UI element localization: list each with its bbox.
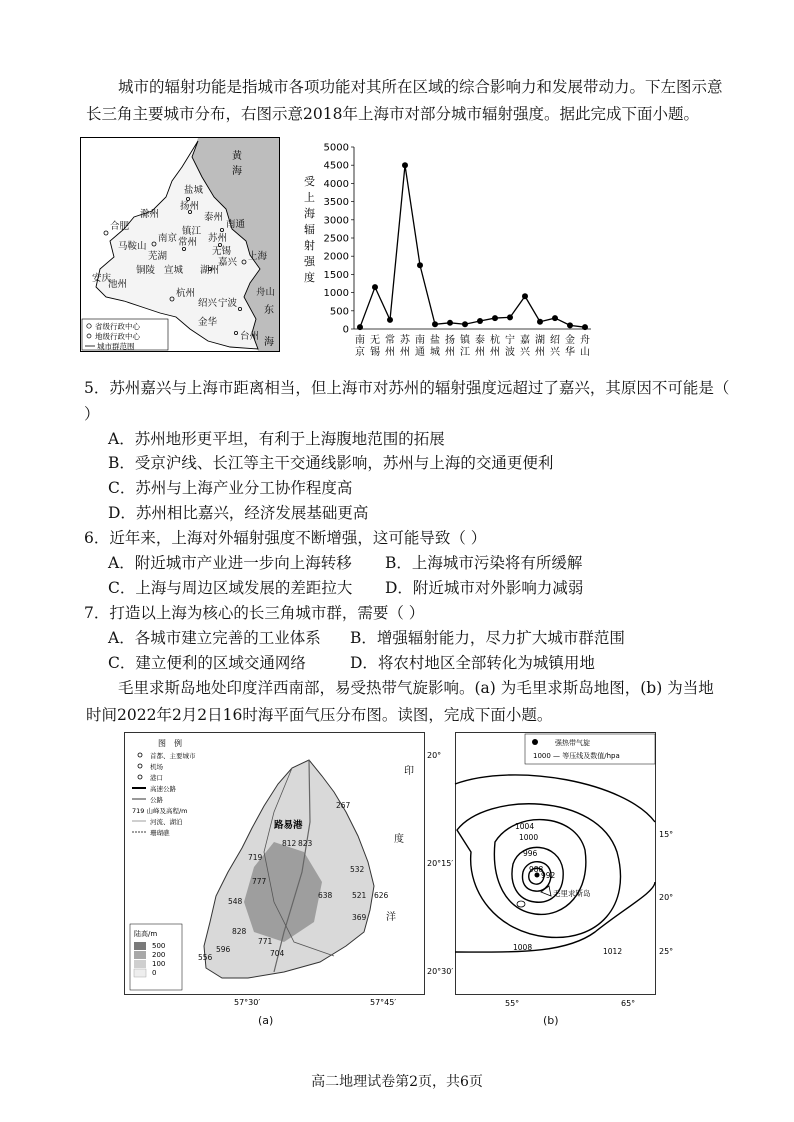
city-label: 合肥 [110,221,130,232]
isobar-label: 1012 [603,947,623,956]
lon-label: 57°30′ [234,998,261,1007]
y-axis-label: 海 [304,207,315,220]
x-tick-label: 南 [415,335,425,346]
data-point [492,315,498,321]
y-axis-label: 辐 [304,223,315,236]
data-point [387,317,393,323]
x-tick-label: 通 [415,347,425,358]
peak-label: 719 [248,853,263,862]
elev-title: 陆高/m [134,930,158,938]
y-tick-label: 5000 [323,142,349,154]
ocean-label: 印 [404,766,414,777]
caption-b: (b) [543,1014,559,1027]
city-label: 宁波 [218,298,238,309]
city-label: 镇江 [182,226,202,237]
y-tick-label: 2500 [323,233,349,245]
peak-label: 521 [352,891,367,900]
lat-label: 20°15′ [427,859,454,868]
x-tick-label: 南 [355,335,365,346]
q5-option-a: A．苏州地形更平坦，有利于上海腹地范围的拓展 [108,430,445,448]
x-tick-label: 州 [535,347,545,358]
peak-label: 556 [198,953,213,962]
x-tick-label: 兴 [520,347,530,358]
x-tick-label: 兴 [550,347,560,358]
city-label: 宣城 [164,265,184,276]
y-tick-label: 0 [342,324,349,336]
data-point [447,320,453,326]
peak-label: 777 [252,877,267,886]
y-axis-label: 上 [304,191,315,204]
x-tick-label: 泰 [475,335,485,346]
city-label: 湖州 [200,265,220,276]
x-tick-label: 华 [565,347,575,358]
series-line [360,165,585,327]
q6-option-b: B．上海城市污染将有所缓解 [385,554,583,572]
data-point [402,162,408,168]
data-point [567,322,573,328]
x-tick-label: 常 [385,335,395,346]
x-tick-label: 州 [445,347,455,358]
peak-label: 812 [282,839,297,848]
lat-label: 20° [659,893,674,902]
peak-label: 704 [270,949,285,958]
x-tick-label: 宁 [505,335,515,346]
question-7-stem: 7．打造以上海为核心的长三角城市群，需要（ ） [84,604,425,622]
page-footer: 高二地理试卷第2页，共6页 [311,1074,483,1090]
isobar-label: 1004 [515,822,535,831]
city-label: 安庆 [92,273,112,284]
caption-a: (a) [258,1014,274,1027]
elev-label: 500 [152,942,166,950]
legend-item: 高速公路 [150,785,176,793]
peak-label: 548 [228,897,243,906]
q6-option-a: A．附近城市产业进一步向上海转移 [108,554,352,572]
y-axis-label: 强 [304,255,315,268]
sea-label-hai1: 海 [232,166,242,177]
yrd-city-map [80,137,280,356]
legend-provincial: 省级行政中心 [95,322,140,331]
data-point [552,315,558,321]
legend-item: 河流、湖泊 [150,818,183,826]
legend-isobar: 1000 — 等压线及数值/hpa [533,752,620,760]
y-axis-label: 受 [304,175,315,188]
x-tick-label: 镇 [460,335,470,346]
x-tick-label: 金 [565,335,575,346]
port-louis-label: 路易港 [274,820,303,831]
q7-option-c: C．建立便利的区域交通网络 [108,654,306,672]
peak-label: 532 [350,865,365,874]
city-label: 滁州 [140,209,160,220]
legend-prefectural: 地级行政中心 [95,332,140,341]
lat-label: 20° [427,751,442,760]
city-label: 南通 [226,219,246,230]
elev-label: 200 [152,951,166,959]
pressure-map [455,732,680,1016]
y-tick-label: 2000 [323,251,349,263]
data-point [357,324,363,330]
peak-label: 771 [258,937,273,946]
x-tick-label: 湖 [535,335,545,346]
city-label: 常州 [178,237,198,248]
peak-label: 596 [216,945,231,954]
intro-paragraph-1: 城市的辐射功能是指城市各项功能对其所在区域的综合影响力和发展带动力。下左图示意长三角主要城市分布，右图示意2018年上海市对部分城市辐射强度。据此完成下面小题。 [86,78,723,123]
y-axis-label: 射 [304,239,315,252]
elev-label: 0 [152,969,157,977]
legend-item: 首都、主要城市 [150,752,196,760]
sea-label-huang: 黄 [232,151,242,162]
peak-label: 267 [336,801,351,810]
city-label: 嘉兴 [218,257,238,268]
city-label: 无锡 [212,246,232,257]
x-tick-label: 波 [505,347,515,358]
x-tick-label: 盐 [430,335,440,346]
x-tick-label: 杭 [490,335,500,346]
q6-option-c: C．上海与周边区域发展的差距拉大 [108,579,353,597]
q5-option-c: C．苏州与上海产业分工协作程度高 [108,479,353,497]
data-point [372,284,378,290]
lon-label: 55° [505,999,520,1008]
lat-label: 20°30′ [427,967,454,976]
lat-label: 25° [659,947,674,956]
city-label: 上海 [248,251,268,262]
data-point [507,314,513,320]
city-label: 南京 [158,233,178,244]
city-label: 铜陵 [136,265,156,276]
city-label: 台州 [240,331,260,342]
mauritius-map [124,732,454,1011]
q7-option-d: D．将农村地区全部转化为城镇用地 [350,654,595,672]
question-6-stem: 6．近年来，上海对外辐射强度不断增强，这可能导致（ ） [84,529,487,547]
city-label: 金华 [198,317,218,328]
x-tick-label: 州 [475,347,485,358]
elev-label: 100 [152,960,166,968]
legend-item: 公路 [150,796,163,804]
x-tick-label: 山 [580,347,590,358]
city-label: 池州 [108,279,128,290]
x-tick-label: 无 [370,335,380,346]
x-tick-label: 舟 [580,335,590,346]
legend-item: 港口 [150,774,163,782]
isobar-label: 1008 [513,943,533,952]
q6-option-d: D．附近城市对外影响力减弱 [385,579,584,597]
x-tick-label: 锡 [370,347,380,358]
y-axis-label: 度 [304,271,315,284]
x-tick-label: 江 [460,347,470,358]
ocean-label: 度 [394,834,404,845]
city-label: 绍兴 [198,298,218,309]
y-tick-label: 1000 [323,288,349,300]
x-tick-label: 州 [490,347,500,358]
y-tick-label: 4500 [323,160,349,172]
q7-option-a: A．各城市建立完善的工业体系 [108,629,321,647]
q7-option-b: B．增强辐射能力，尽力扩大城市群范围 [350,629,625,647]
mauritius-label: 毛里求斯岛 [553,889,591,898]
lat-label: 15° [659,830,674,839]
x-tick-label: 扬 [445,335,455,346]
sea-label-hai2: 海 [264,337,274,348]
lon-label: 65° [621,999,636,1008]
x-tick-label: 苏 [400,335,410,346]
city-label: 泰州 [204,212,224,223]
city-label: 扬州 [180,201,200,212]
city-label: 盐城 [184,185,204,196]
ocean-label: 洋 [386,912,396,923]
legend-item: 珊瑚礁 [150,829,170,837]
data-point [477,318,483,324]
data-point [462,321,468,327]
peak-label: 626 [374,891,389,900]
isobar-label: 996 [523,849,538,858]
peak-label: 823 [298,839,313,848]
isobar-label: 988 [529,865,544,874]
peak-label: 369 [352,913,367,922]
q5-option-d: D．苏州相比嘉兴，经济发展基础更高 [108,504,369,522]
x-tick-label: 嘉 [520,335,530,346]
city-label: 舟山 [256,287,276,298]
city-label: 芜湖 [148,251,168,262]
legend-title: 图 例 [158,739,182,748]
data-point [522,293,528,299]
x-tick-label: 绍 [550,335,560,346]
y-tick-label: 1500 [323,269,349,281]
city-label: 马鞍山 [118,241,147,252]
data-point [537,319,543,325]
y-tick-label: 3000 [323,215,349,227]
data-point [417,262,423,268]
y-tick-label: 500 [329,306,349,318]
intro-paragraph-2: 毛里求斯岛地处印度洋西南部，易受热带气旋影响。(a) 为毛里求斯岛地图，(b) 为当地时间2022年2月2日16时海平面气压分布图。读图，完成下面小题。 [86,679,714,724]
y-tick-label: 3500 [323,197,349,209]
peak-label: 638 [318,891,333,900]
city-label: 杭州 [176,288,196,299]
isobar-label: 992 [541,871,556,880]
x-tick-label: 城 [430,347,440,358]
peak-label: 828 [232,927,247,936]
legend-cyclone: 强热带气旋 [555,739,590,747]
x-tick-label: 州 [385,347,395,358]
city-label: 苏州 [208,233,228,244]
x-tick-label: 州 [400,347,410,358]
y-tick-label: 4000 [323,178,349,190]
question-5-stem: 5．苏州嘉兴与上海市距离相当，但上海市对苏州的辐射强度远超过了嘉兴，其原因不可能是（ ） [84,379,730,423]
data-point [582,324,588,330]
legend-item: 机场 [150,763,163,771]
isobar-label: 1000 [519,833,539,842]
q5-option-b: B．受京沪线、长江等主干交通线影响，苏州与上海的交通更便利 [108,454,554,472]
legend-item: 719 山峰及高程/m [132,807,188,815]
sea-label-dong: 东 [264,305,274,316]
x-tick-label: 京 [355,347,365,358]
lon-label: 57°45′ [370,998,397,1007]
radiation-line-chart [290,137,600,366]
data-point [432,321,438,327]
legend-region: 城市群范围 [97,342,135,351]
